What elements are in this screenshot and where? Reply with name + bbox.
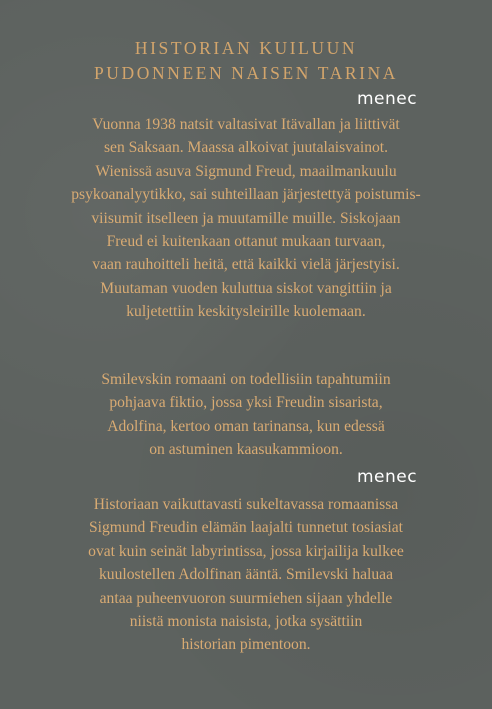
cover-title [0,36,492,86]
text-line: Adolfina, kertoo oman tarinansa, kun edessä [107,417,385,435]
text-line: antaa puheenvuoron suurmiehen sijaan yhdelle [99,589,393,607]
text-line: Sigmund Freudin elämän laajalti tunnetut tosiasiat [89,519,403,537]
text-line: sen Saksaan. Maassa alkoivat juutalaisvainot. [103,139,389,157]
blurb-paragraph-2 [14,368,478,462]
title-line-2: PUDONNEEN NAISEN TARINA [93,63,399,83]
watermark-top: menec [357,89,418,109]
text-line: vaan rauhoitteli heitä, että kaikki vielä järjestyisi. [92,256,400,274]
text-line: kuljetettiin keskitysleirille kuolemaan. [126,303,366,321]
text-line: Wienissä asuva Sigmund Freud, maailmankuulu [95,162,397,180]
text-line: viisumit itselleen ja muutamille muille. Siskojaan [91,209,401,227]
text-line: kuulostellen Adolfinan ääntä. Smilevski haluaa [98,566,394,584]
text-line: Vuonna 1938 natsit valtasivat Itävallan ja liittivät [92,116,400,133]
text-line: psykoanalyytikko, sai suhteillaan järjestettyä poistumis- [71,186,421,204]
title-line-1: HISTORIAN KUILUUN [134,38,358,58]
text-line: Freud ei kuitenkaan ottanut mukaan turvaan, [106,233,386,251]
text-line: Smilevskin romaani on todellisiin tapahtumiin [101,371,391,388]
blurb-paragraph-3 [14,493,478,657]
blurb-paragraph-1 [14,113,478,324]
text-line: Historiaan vaikuttavasti sukeltavassa romaanissa [93,496,399,513]
watermark-middle: menec [357,467,418,487]
text-line: Muutaman vuoden kuluttua siskot vangittiin ja [100,279,392,297]
text-line: historian pimentoon. [181,636,311,654]
text-line: niistä monista naisista, jotka sysättiin [129,613,363,631]
text-line: ovat kuin seinät labyrintissa, jossa kirjailija kulkee [88,542,404,560]
text-line: pohjaava fiktio, jossa yksi Freudin sisarista, [109,394,383,412]
text-line: on astuminen kaasukammioon. [149,441,343,459]
